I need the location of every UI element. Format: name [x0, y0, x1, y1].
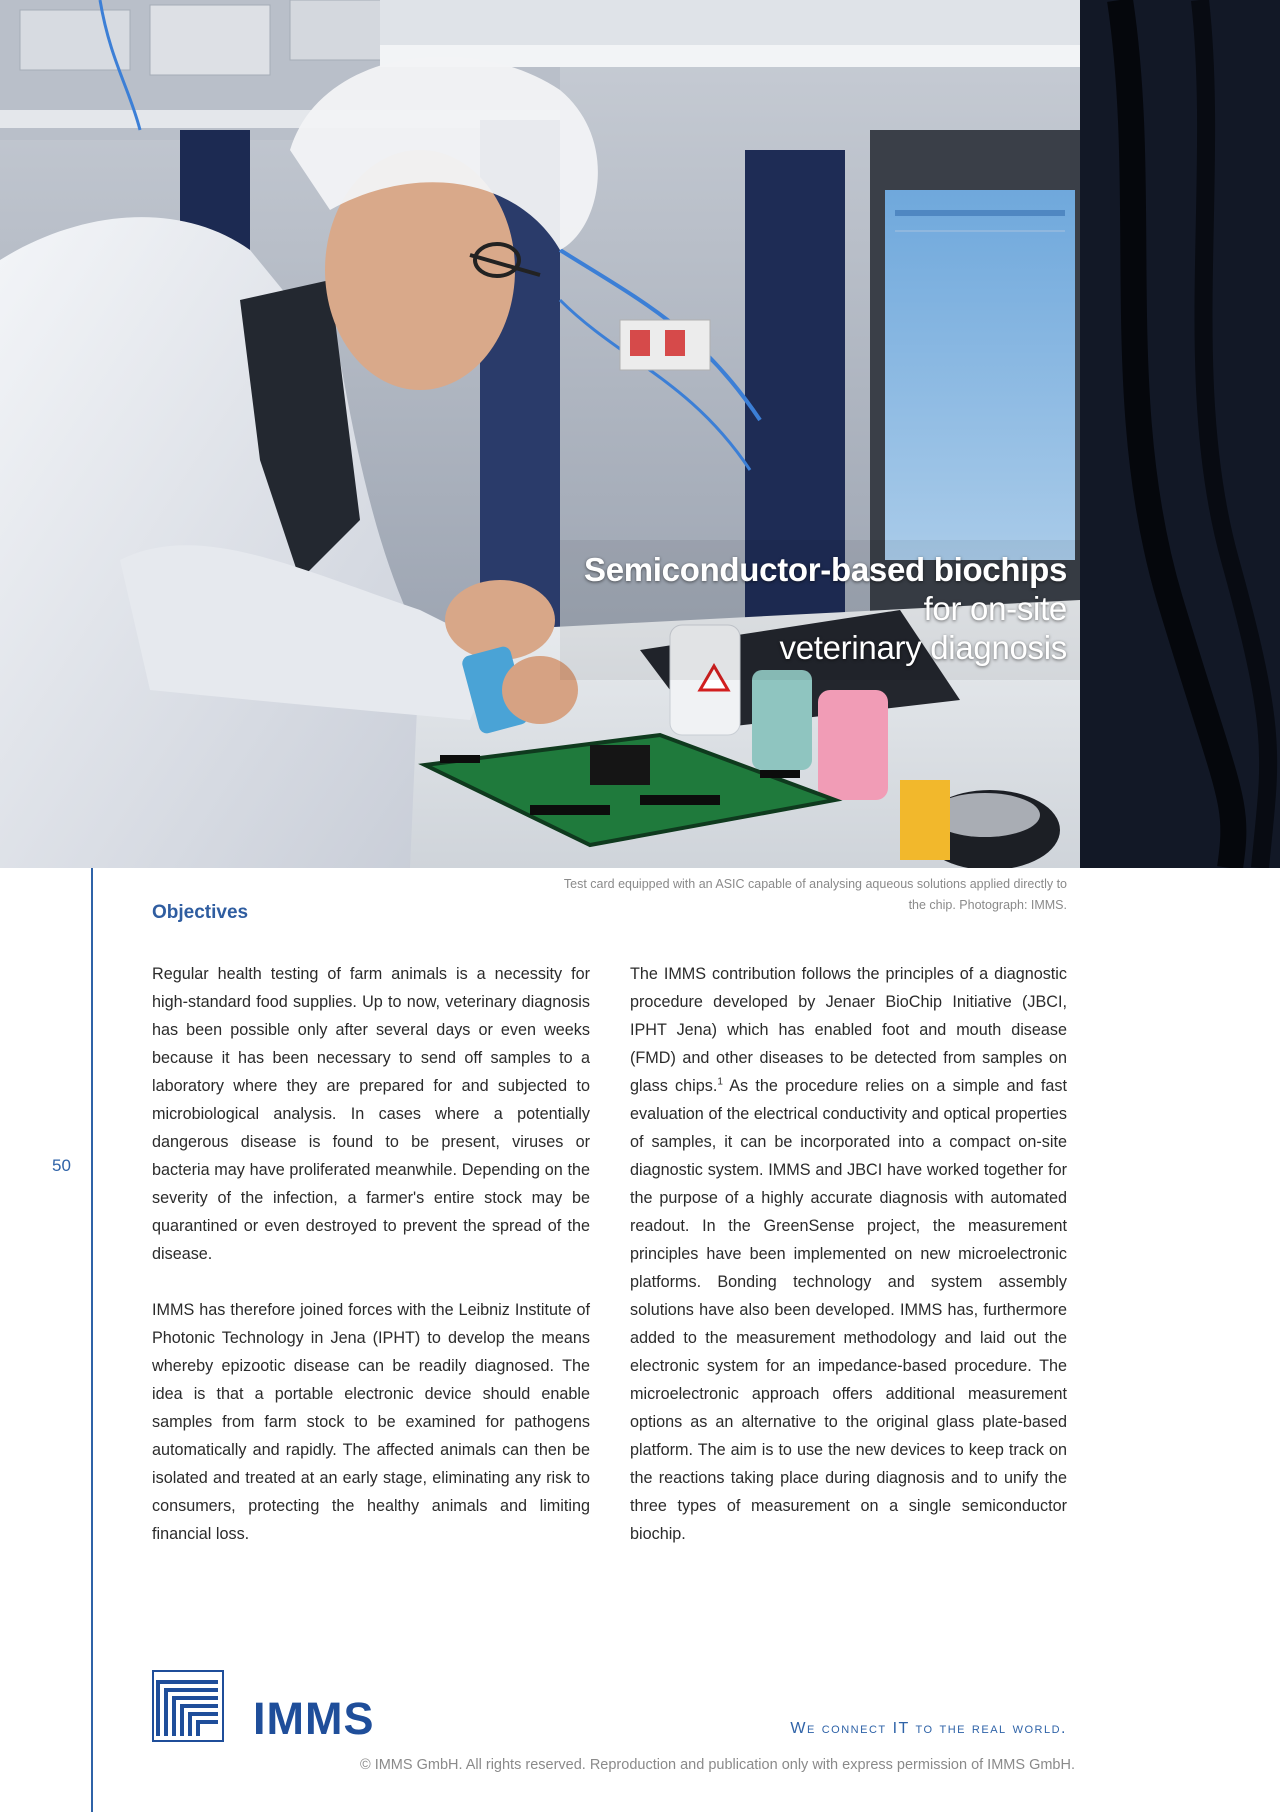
brand-slogan: We connect IT to the real world. [790, 1720, 1067, 1737]
photo-caption: Test card equipped with an ASIC capable of analysing aqueous solutions applied directly to the chip. Photograph: IMMS. [563, 877, 1067, 912]
body-paragraph [630, 960, 1067, 1548]
article-title-line-1: Semiconductor-based biochips [583, 551, 1067, 588]
body-text: As the procedure relies on a simple and fast evaluation of the electrical conductivity and optical properties of samples, it can be incorporated into a compact on-site diagnostic system. IMMS and JBCI have worked together for the purpose of a highly accurate diagnosis with automated readout. In the GreenSense project, the measurement principles have been implemented on new microelectronic platforms. Bonding technology and system assembly solutions have also been developed. IMMS has, furthermore added to the measurement methodology and laid out the electronic system for an impedance-based procedure. The microelectronic approach offers additional measurement options as an alternative to the original glass plate-based platform. The aim is to use the new devices to keep track on the reactions taking place during diagnosis and to unify the three types of measurement on a single semiconductor biochip. [630, 1077, 1068, 1543]
body-text: The IMMS contribution follows the principles of a diagnostic procedure developed by Jenaer BioChip Initiative (JBCI, IPHT Jena) which has enabled foot and mouth disease (FMD) and other diseases to be detected from samples on glass chips. [630, 965, 1067, 1095]
hero-photo [0, 0, 1280, 868]
left-margin-rule [91, 868, 93, 1812]
section-heading: Objectives [152, 902, 249, 923]
page-number: 50 [52, 1156, 71, 1175]
article-title [584, 550, 1067, 667]
imms-logo-icon [152, 1670, 224, 1742]
article-title-line-2: for on-site [923, 590, 1067, 627]
article-title-line-3: veterinary diagnosis [779, 629, 1067, 666]
copyright-notice: © IMMS GmbH. All rights reserved. Reproduction and publication only with express permission of IMMS GmbH. [359, 1757, 1075, 1773]
brand-wordmark: IMMS [253, 1693, 375, 1744]
footnote-marker: 1 [717, 1076, 723, 1088]
lab-scene-illustration [0, 0, 1280, 868]
body-column-left [152, 960, 590, 1548]
body-paragraph: Regular health testing of farm animals is a necessity for high-standard food supplies. Up to now, veterinary diagnosis has been possible only after several days or even weeks because it has been necessary to send off samples to a laboratory where they are prepared for and subjected to microbiological analysis. In cases where a potentially dangerous disease is found to be present, viruses or bacteria may have proliferated meanwhile. Depending on the severity of the infection, a farmer's entire stock may be quarantined or even destroyed to prevent the spread of the disease. [152, 965, 590, 1263]
body-paragraph: IMMS has therefore joined forces with the Leibniz Institute of Photonic Technology in Jena (IPHT) to develop the means whereby epizootic disease can be readily diagnosed. The idea is that a portable electronic device should enable samples from farm stock to be examined for pathogens automatically and rapidly. The affected animals can then be isolated and treated at an early stage, eliminating any risk to consumers, protecting the healthy animals and limiting financial loss. [152, 1301, 590, 1543]
body-column-right [630, 960, 1067, 1548]
